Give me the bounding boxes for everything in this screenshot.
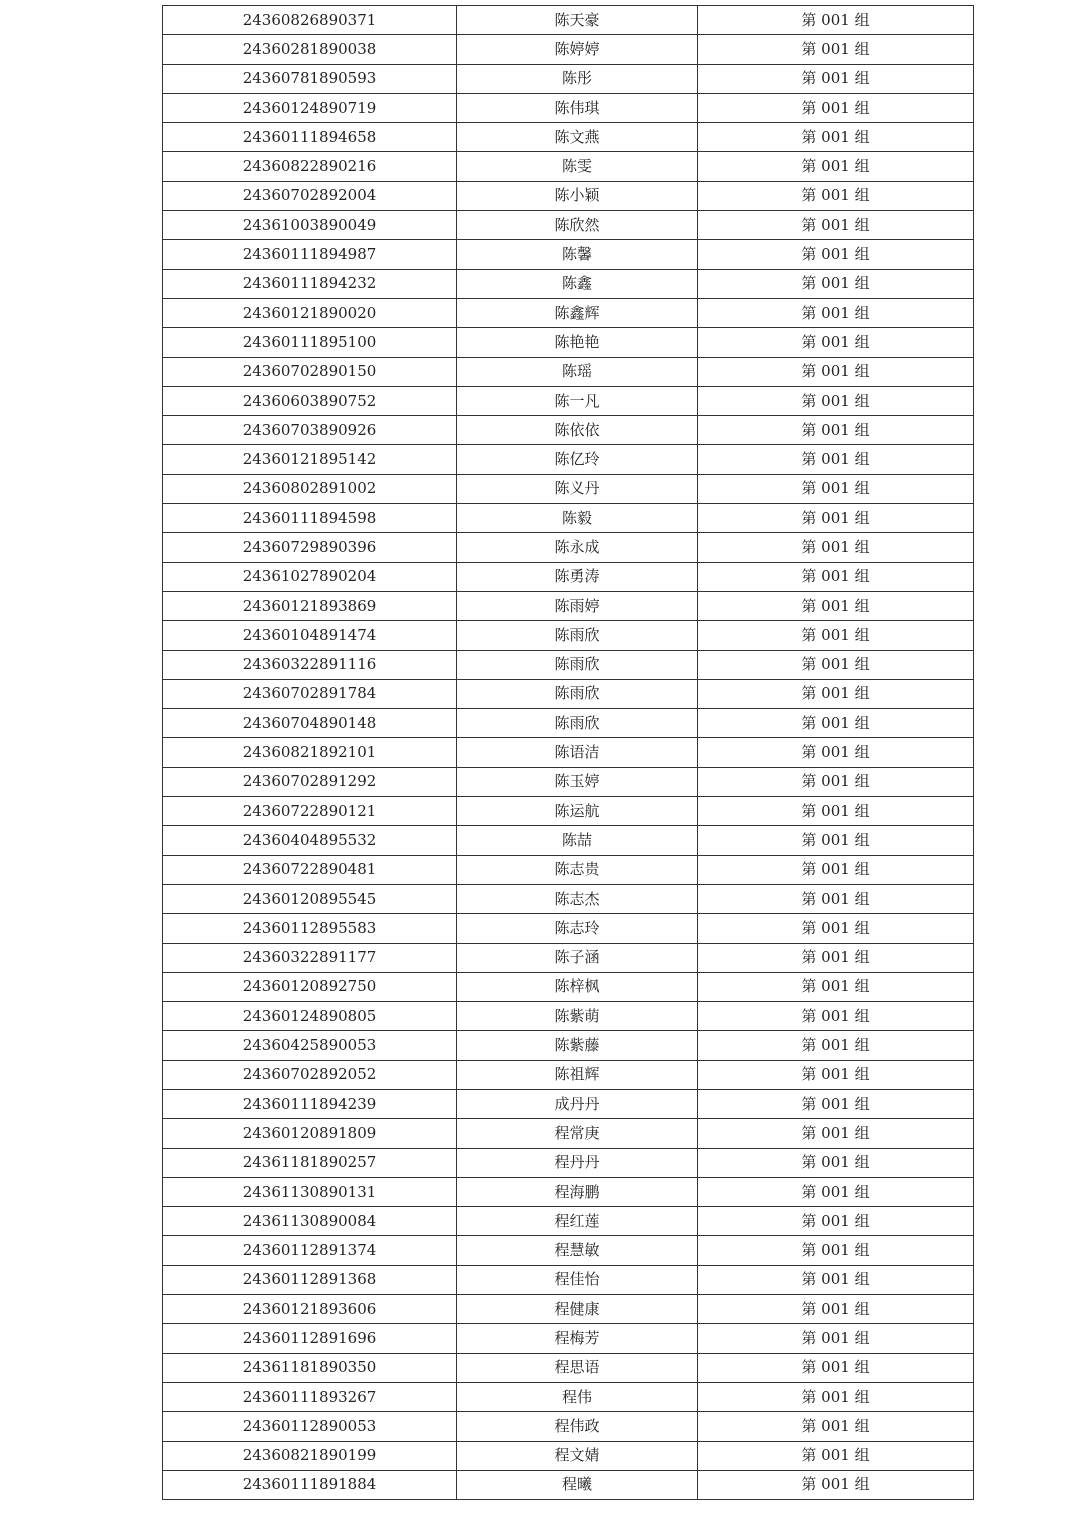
candidate-name-cell: 陈子涵 [457, 943, 698, 972]
group-cell: 第 001 组 [698, 181, 974, 210]
candidate-name-cell: 陈鑫 [457, 269, 698, 298]
group-cell: 第 001 组 [698, 1295, 974, 1324]
candidate-name-cell: 陈运航 [457, 797, 698, 826]
candidate-id-cell: 24360822890216 [163, 152, 457, 181]
group-cell: 第 001 组 [698, 123, 974, 152]
table-row [163, 123, 974, 152]
candidate-id-cell: 24361130890131 [163, 1177, 457, 1206]
group-cell: 第 001 组 [698, 1089, 974, 1118]
candidate-name-cell: 陈艳艳 [457, 328, 698, 357]
candidate-id-cell: 24360702892052 [163, 1060, 457, 1089]
group-cell: 第 001 组 [698, 884, 974, 913]
group-cell: 第 001 组 [698, 1148, 974, 1177]
table-row [163, 650, 974, 679]
candidate-id-cell: 24360821892101 [163, 738, 457, 767]
candidate-name-cell: 陈雨欣 [457, 621, 698, 650]
table-row [163, 738, 974, 767]
candidate-name-cell: 陈志玲 [457, 914, 698, 943]
table-row [163, 1148, 974, 1177]
candidate-id-cell: 24360826890371 [163, 6, 457, 35]
candidate-id-cell: 24360322891177 [163, 943, 457, 972]
group-cell: 第 001 组 [698, 152, 974, 181]
group-cell: 第 001 组 [698, 386, 974, 415]
candidate-id-cell: 24360722890481 [163, 855, 457, 884]
table-row [163, 1441, 974, 1470]
candidate-name-cell: 陈亿玲 [457, 445, 698, 474]
candidate-id-cell: 24360104891474 [163, 621, 457, 650]
candidate-name-cell: 陈毅 [457, 504, 698, 533]
table-row [163, 181, 974, 210]
candidate-name-cell: 程梅芳 [457, 1324, 698, 1353]
table-row [163, 855, 974, 884]
candidate-name-cell: 陈祖辉 [457, 1060, 698, 1089]
candidate-id-cell: 24360802891002 [163, 474, 457, 503]
table-row [163, 767, 974, 796]
candidate-name-cell: 陈梓枫 [457, 972, 698, 1001]
table-row [163, 504, 974, 533]
table-row [163, 884, 974, 913]
table-row [163, 1119, 974, 1148]
candidate-name-cell: 陈彤 [457, 64, 698, 93]
group-cell: 第 001 组 [698, 328, 974, 357]
group-cell: 第 001 组 [698, 240, 974, 269]
candidate-id-cell: 24360112891696 [163, 1324, 457, 1353]
candidate-id-cell: 24360322891116 [163, 650, 457, 679]
candidate-name-cell: 程文婧 [457, 1441, 698, 1470]
group-cell: 第 001 组 [698, 679, 974, 708]
table-row [163, 298, 974, 327]
table-row [163, 826, 974, 855]
candidate-name-cell: 程曦 [457, 1470, 698, 1499]
candidate-name-cell: 陈依依 [457, 416, 698, 445]
table-row [163, 1207, 974, 1236]
group-cell: 第 001 组 [698, 6, 974, 35]
table-row [163, 972, 974, 1001]
candidate-name-cell: 陈永成 [457, 533, 698, 562]
candidate-id-cell: 24360121893606 [163, 1295, 457, 1324]
table-row [163, 621, 974, 650]
candidate-id-cell: 24360121893869 [163, 591, 457, 620]
table-row [163, 562, 974, 591]
group-cell: 第 001 组 [698, 35, 974, 64]
table-row [163, 1382, 974, 1411]
candidate-id-cell: 24360120895545 [163, 884, 457, 913]
candidate-id-cell: 24360702891784 [163, 679, 457, 708]
candidate-id-cell: 24360111894658 [163, 123, 457, 152]
candidate-name-cell: 程健康 [457, 1295, 698, 1324]
table-row [163, 93, 974, 122]
group-cell: 第 001 组 [698, 504, 974, 533]
group-cell: 第 001 组 [698, 1236, 974, 1265]
candidate-name-cell: 程伟 [457, 1382, 698, 1411]
table-row [163, 386, 974, 415]
candidate-id-cell: 24360124890719 [163, 93, 457, 122]
candidate-id-cell: 24360111893267 [163, 1382, 457, 1411]
group-cell: 第 001 组 [698, 826, 974, 855]
table-row [163, 1265, 974, 1294]
candidate-id-cell: 24360112891368 [163, 1265, 457, 1294]
group-cell: 第 001 组 [698, 298, 974, 327]
group-cell: 第 001 组 [698, 416, 974, 445]
table-row [163, 591, 974, 620]
group-cell: 第 001 组 [698, 1441, 974, 1470]
group-cell: 第 001 组 [698, 1177, 974, 1206]
candidate-name-cell: 陈志贵 [457, 855, 698, 884]
group-cell: 第 001 组 [698, 972, 974, 1001]
table-row [163, 1236, 974, 1265]
candidate-id-cell: 24360425890053 [163, 1031, 457, 1060]
candidate-id-cell: 24360112891374 [163, 1236, 457, 1265]
candidate-name-cell: 陈一凡 [457, 386, 698, 415]
candidate-id-cell: 24360111894232 [163, 269, 457, 298]
candidate-id-cell: 24361181890257 [163, 1148, 457, 1177]
candidate-name-cell: 成丹丹 [457, 1089, 698, 1118]
group-cell: 第 001 组 [698, 797, 974, 826]
candidate-name-cell: 程常庚 [457, 1119, 698, 1148]
group-cell: 第 001 组 [698, 1353, 974, 1382]
group-cell: 第 001 组 [698, 445, 974, 474]
candidate-id-cell: 24360821890199 [163, 1441, 457, 1470]
group-cell: 第 001 组 [698, 64, 974, 93]
table-row [163, 943, 974, 972]
table-row [163, 914, 974, 943]
table-row [163, 1089, 974, 1118]
roster-table [162, 5, 974, 1500]
candidate-id-cell: 24360111894598 [163, 504, 457, 533]
candidate-id-cell: 24360404895532 [163, 826, 457, 855]
candidate-name-cell: 陈欣然 [457, 211, 698, 240]
candidate-name-cell: 陈伟琪 [457, 93, 698, 122]
candidate-name-cell: 程佳怡 [457, 1265, 698, 1294]
candidate-name-cell: 陈雨欣 [457, 709, 698, 738]
candidate-name-cell: 陈雨欣 [457, 679, 698, 708]
group-cell: 第 001 组 [698, 533, 974, 562]
table-row [163, 1295, 974, 1324]
table-row [163, 35, 974, 64]
group-cell: 第 001 组 [698, 1119, 974, 1148]
group-cell: 第 001 组 [698, 1265, 974, 1294]
candidate-name-cell: 程伟政 [457, 1412, 698, 1441]
candidate-id-cell: 24361003890049 [163, 211, 457, 240]
candidate-name-cell: 陈雨欣 [457, 650, 698, 679]
table-row [163, 679, 974, 708]
candidate-name-cell: 程海鹏 [457, 1177, 698, 1206]
table-row [163, 1353, 974, 1382]
group-cell: 第 001 组 [698, 767, 974, 796]
candidate-name-cell: 陈瑶 [457, 357, 698, 386]
table-row [163, 6, 974, 35]
candidate-name-cell: 陈志杰 [457, 884, 698, 913]
table-row [163, 240, 974, 269]
candidate-id-cell: 24360703890926 [163, 416, 457, 445]
table-row [163, 269, 974, 298]
candidate-name-cell: 程红莲 [457, 1207, 698, 1236]
candidate-id-cell: 24360124890805 [163, 1002, 457, 1031]
group-cell: 第 001 组 [698, 943, 974, 972]
candidate-id-cell: 24360121890020 [163, 298, 457, 327]
candidate-name-cell: 陈小颖 [457, 181, 698, 210]
candidate-name-cell: 陈天豪 [457, 6, 698, 35]
table-row [163, 1031, 974, 1060]
candidate-name-cell: 陈紫藤 [457, 1031, 698, 1060]
group-cell: 第 001 组 [698, 1412, 974, 1441]
candidate-name-cell: 陈婷婷 [457, 35, 698, 64]
group-cell: 第 001 组 [698, 1382, 974, 1411]
candidate-name-cell: 陈文燕 [457, 123, 698, 152]
group-cell: 第 001 组 [698, 855, 974, 884]
table-row [163, 64, 974, 93]
candidate-id-cell: 24360704890148 [163, 709, 457, 738]
candidate-id-cell: 24360729890396 [163, 533, 457, 562]
table-row [163, 709, 974, 738]
group-cell: 第 001 组 [698, 93, 974, 122]
table-row [163, 1177, 974, 1206]
candidate-name-cell: 程丹丹 [457, 1148, 698, 1177]
candidate-id-cell: 24360281890038 [163, 35, 457, 64]
group-cell: 第 001 组 [698, 1002, 974, 1031]
table-row [163, 357, 974, 386]
candidate-name-cell: 陈勇涛 [457, 562, 698, 591]
table-row [163, 1470, 974, 1499]
candidate-id-cell: 24361181890350 [163, 1353, 457, 1382]
candidate-id-cell: 24360121895142 [163, 445, 457, 474]
roster-table-body [163, 6, 974, 1500]
candidate-name-cell: 程思语 [457, 1353, 698, 1382]
candidate-id-cell: 24360781890593 [163, 64, 457, 93]
group-cell: 第 001 组 [698, 269, 974, 298]
candidate-id-cell: 24360111894239 [163, 1089, 457, 1118]
group-cell: 第 001 组 [698, 738, 974, 767]
candidate-name-cell: 程慧敏 [457, 1236, 698, 1265]
group-cell: 第 001 组 [698, 650, 974, 679]
candidate-name-cell: 陈语洁 [457, 738, 698, 767]
group-cell: 第 001 组 [698, 914, 974, 943]
group-cell: 第 001 组 [698, 1031, 974, 1060]
candidate-name-cell: 陈紫萌 [457, 1002, 698, 1031]
candidate-name-cell: 陈玉婷 [457, 767, 698, 796]
candidate-id-cell: 24360111894987 [163, 240, 457, 269]
group-cell: 第 001 组 [698, 709, 974, 738]
candidate-id-cell: 24360111895100 [163, 328, 457, 357]
candidate-name-cell: 陈雯 [457, 152, 698, 181]
table-row [163, 1412, 974, 1441]
candidate-id-cell: 24361130890084 [163, 1207, 457, 1236]
table-row [163, 533, 974, 562]
group-cell: 第 001 组 [698, 1207, 974, 1236]
candidate-id-cell: 24360722890121 [163, 797, 457, 826]
table-row [163, 445, 974, 474]
candidate-id-cell: 24360120892750 [163, 972, 457, 1001]
candidate-id-cell: 24360603890752 [163, 386, 457, 415]
group-cell: 第 001 组 [698, 562, 974, 591]
candidate-name-cell: 陈馨 [457, 240, 698, 269]
candidate-id-cell: 24360702892004 [163, 181, 457, 210]
candidate-id-cell: 24360112890053 [163, 1412, 457, 1441]
candidate-name-cell: 陈鑫辉 [457, 298, 698, 327]
candidate-name-cell: 陈义丹 [457, 474, 698, 503]
group-cell: 第 001 组 [698, 591, 974, 620]
table-row [163, 328, 974, 357]
candidate-name-cell: 陈喆 [457, 826, 698, 855]
group-cell: 第 001 组 [698, 1060, 974, 1089]
group-cell: 第 001 组 [698, 1324, 974, 1353]
candidate-id-cell: 24361027890204 [163, 562, 457, 591]
group-cell: 第 001 组 [698, 357, 974, 386]
table-row [163, 1002, 974, 1031]
candidate-name-cell: 陈雨婷 [457, 591, 698, 620]
table-row [163, 1324, 974, 1353]
table-row [163, 152, 974, 181]
group-cell: 第 001 组 [698, 474, 974, 503]
candidate-id-cell: 24360702890150 [163, 357, 457, 386]
table-row [163, 1060, 974, 1089]
table-row [163, 211, 974, 240]
table-row [163, 474, 974, 503]
table-row [163, 797, 974, 826]
table-row [163, 416, 974, 445]
group-cell: 第 001 组 [698, 211, 974, 240]
candidate-id-cell: 24360702891292 [163, 767, 457, 796]
candidate-id-cell: 24360111891884 [163, 1470, 457, 1499]
group-cell: 第 001 组 [698, 1470, 974, 1499]
candidate-id-cell: 24360120891809 [163, 1119, 457, 1148]
candidate-id-cell: 24360112895583 [163, 914, 457, 943]
group-cell: 第 001 组 [698, 621, 974, 650]
